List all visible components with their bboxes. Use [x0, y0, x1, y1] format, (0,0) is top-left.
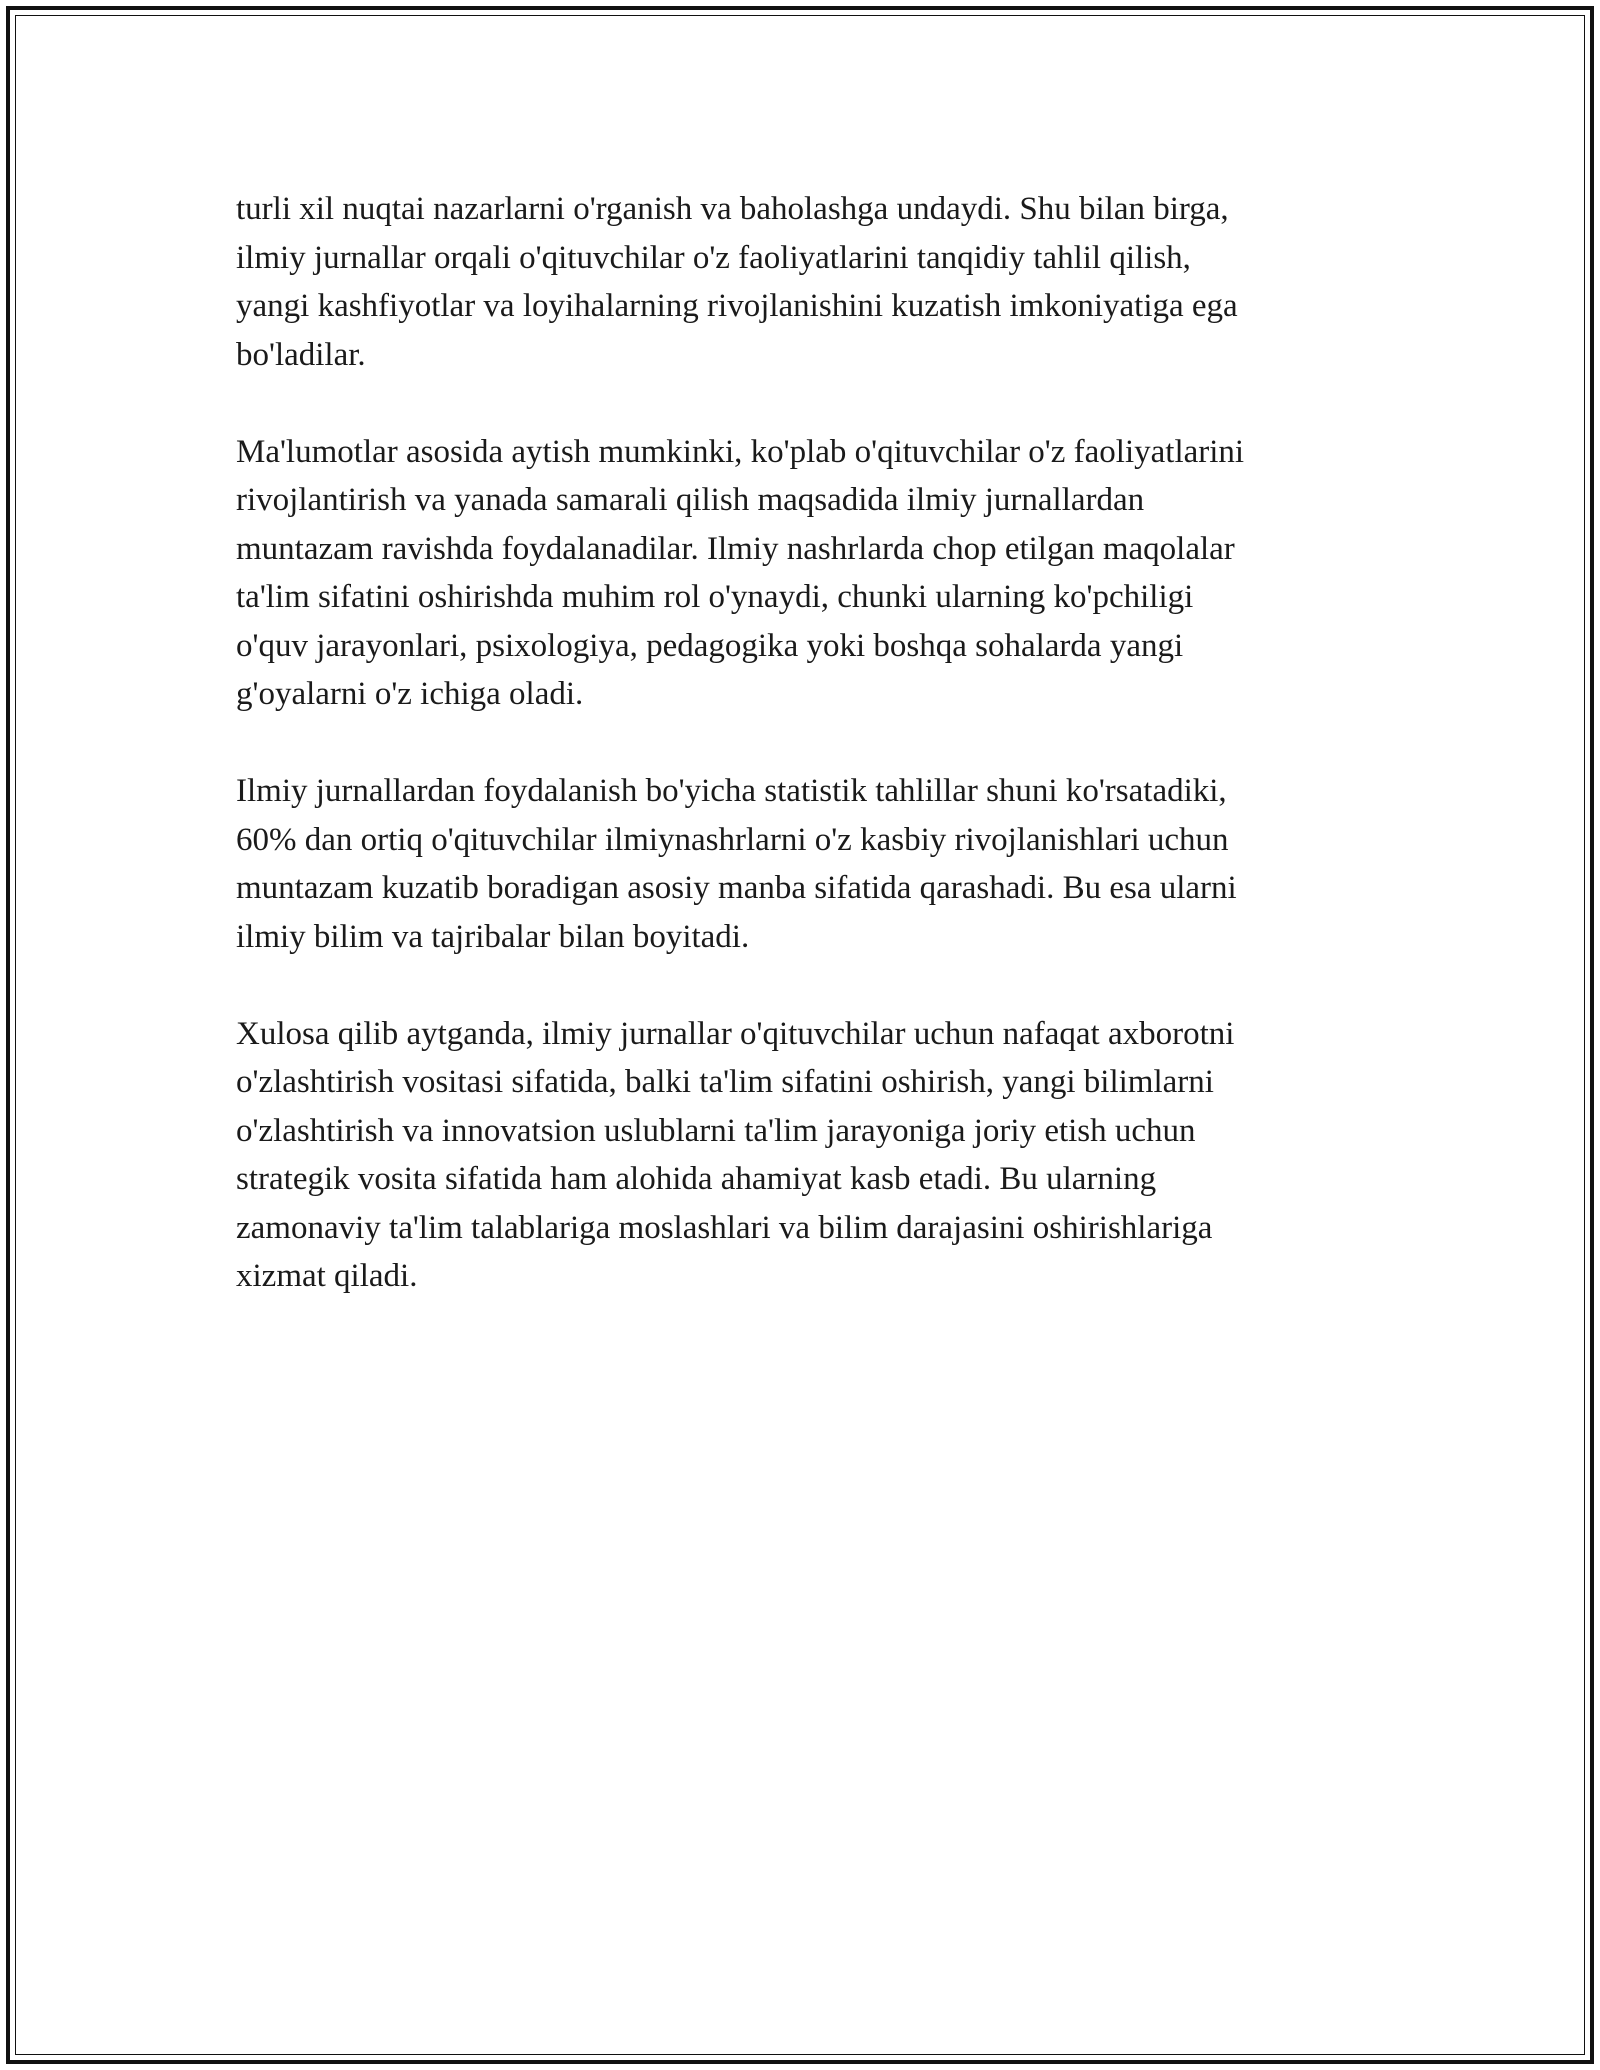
paragraph-3: Ilmiy jurnallardan foydalanish bo'yicha statistik tahlillar shuni ko'rsatadiki, 60% dan ortiq o'qituvchilar ilmiynashrlarni o'z kasbiy rivojlanishlari uchun muntazam kuzatib boradigan asosiy manba sifatida qarashadi. Bu esa ularni ilmiy bilim va tajribalar bilan boyitadi. — [236, 773, 1237, 955]
paragraph-1: turli xil nuqtai nazarlarni o'rganish va baholashga undaydi. Shu bilan birga, ilmiy jurnallar orqali o'qituvchilar o'z faoliyatlarini tanqidiy tahlil qilish, yangi kashfiyotlar va loyihalarning rivojlanishini kuzatish imkoniyatiga ega bo'ladilar. — [236, 191, 1238, 373]
paragraph-4: Xulosa qilib aytganda, ilmiy jurnallar o'qituvchilar uchun nafaqat axborotni o'zlashtirish vositasi sifatida, balki ta'lim sifatini oshirish, yangi bilimlarni o'zlashtirish va innovatsion uslublarni ta'lim jarayoniga joriy etish uchun strategik vosita sifatida ham alohida ahamiyat kasb etadi. Bu ularning zamonaviy ta'lim talablariga moslashlari va bilim darajasini oshirishlariga xizmat qiladi. — [236, 1015, 1235, 1294]
paragraph-2: Ma'lumotlar asosida aytish mumkinki, ko'plab o'qituvchilar o'z faoliyatlarini rivojlantirish va yanada samarali qilish maqsadida ilmiy jurnallardan muntazam ravishda foydalanadilar. Ilmiy nashrlarda chop etilgan maqolalar ta'lim sifatini oshirishda muhim rol o'ynaydi, chunki ularning ko'pchiligi o'quv jarayonlari, psixologiya, pedagogika yoki boshqa sohalarda yangi g'oyalarni o'z ichiga oladi. — [236, 433, 1245, 712]
document-body — [236, 185, 1366, 1349]
